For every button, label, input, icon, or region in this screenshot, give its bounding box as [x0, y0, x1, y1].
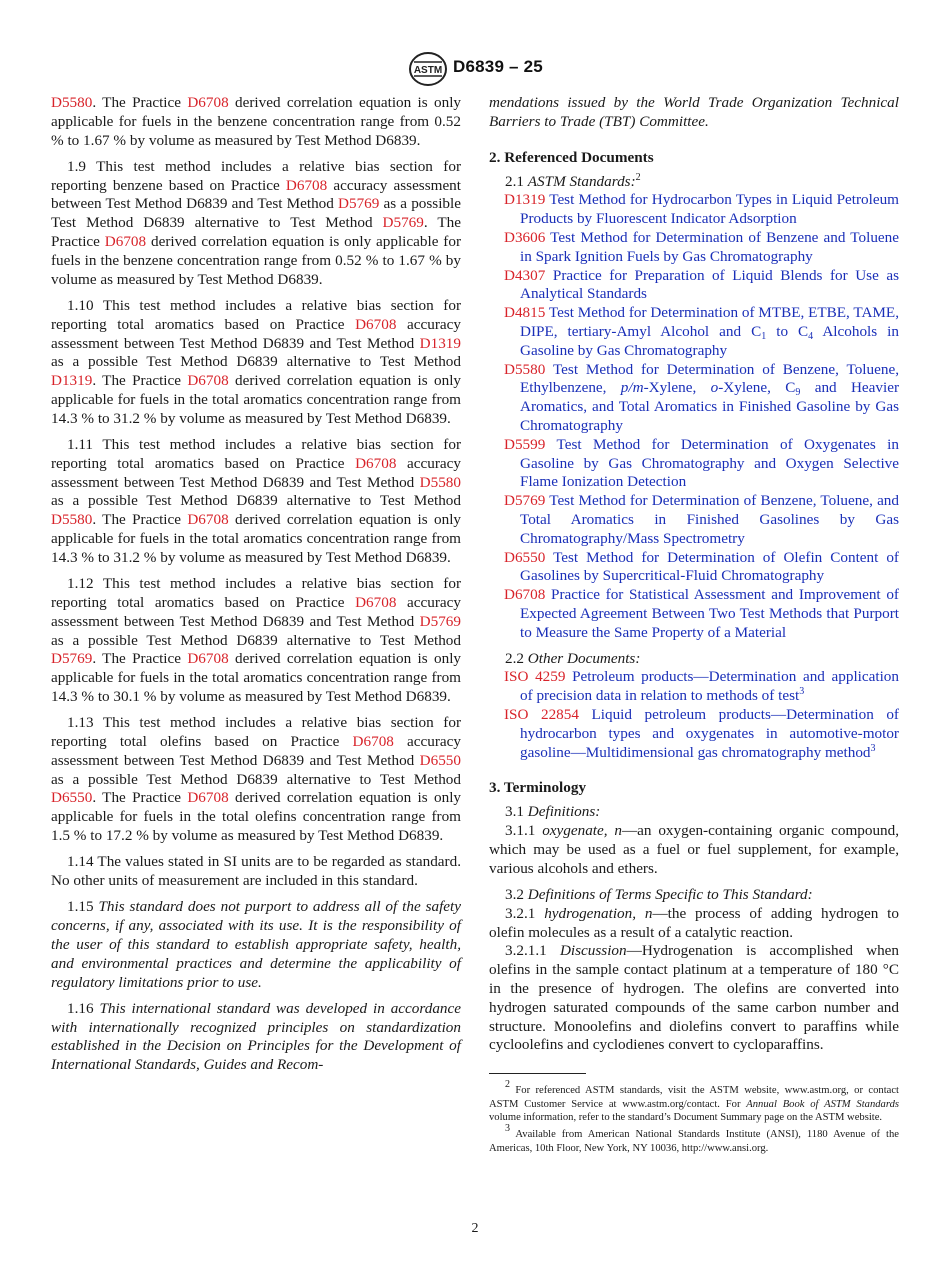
paragraph-1-9: 1.9 This test method includes a relative bias section for reporting benzene based on Practice D6708 accuracy assessment between Test Method D6839 and Test Method D5769 as a possible Test Method D6839 alternative to Test Method D5769. The Practice D6708 derived correlation equation is only applicable for fuels in the benzene concentration range from 0.52 % to 1.67 % by volume as measured by Test Method D6839.: [51, 157, 461, 288]
ref-title-link[interactable]: Test Method for Determination of Olefin Content of Gasolines by Supercritical-Fluid Chromatography: [520, 548, 899, 585]
paragraph-1-8-continued: D5580. The Practice D6708 derived correlation equation is only applicable for fuels in the benzene concentration range from 0.52 % to 1.67 % by volume as measured by Test Method D6839.: [51, 94, 462, 149]
ref-link[interactable]: D5580: [51, 94, 93, 111]
ref-link[interactable]: D4307: [504, 266, 546, 284]
paragraph-1-14: 1.14 The values stated in SI units are to be regarded as standard. No other units of measurement are included in this standard.: [51, 853, 461, 890]
ref-link[interactable]: D6708: [504, 586, 546, 604]
ref-link[interactable]: D3606: [504, 228, 546, 246]
ref-link[interactable]: D6550: [419, 751, 461, 769]
section-2-heading: 2. Referenced Documents: [489, 148, 654, 166]
paragraph-1-13: 1.13 This test method includes a relative bias section for reporting total olefins based on Practice D6708 accuracy assessment between Test Method D6839 and Test Method D6550 as a possible Test Method D6839 alternative to Test Method D6550. The Practice D6708 derived correlation equation is only applicable for fuels in the total olefins concentration range from 1.5 % to 17.2 % by volume as measured by Test Method D6839.: [51, 714, 462, 844]
paragraph-1-10: 1.10 This test method includes a relative bias section for reporting total aromatics based on Practice D6708 accuracy assessment between Test Method D6839 and Test Method D1319 as a possible Test Method D6839 alternative to Test Method D1319. The Practice D6708 derived correlation equation is only applicable for fuels in the total aromatics concentration range from 14.3 % to 31.2 % by volume as measured by Test Method D6839.: [51, 296, 462, 427]
ref-link[interactable]: D5769: [338, 195, 380, 213]
ref-title-link[interactable]: Liquid petroleum products—Determination of hydrocarbon types and oxygenates in automotive-motor gasoline—Multidimensional gas chromatography method$^3$: [520, 705, 899, 761]
ref-link[interactable]: ISO 22854: [504, 705, 579, 723]
ref-title-link[interactable]: Test Method for Determination of MTBE, ETBE, TAME, DIPE, tertiary-Amyl Alcohol and $C_1$ to $C_4$ Alcohols in Gasoline by Gas Chromatography: [520, 304, 899, 359]
other-reference-list: [489, 668, 899, 762]
footnote-3: $^3$ Available from American National Standards Institute (ANSI), 1180 Avenue of the Americas, 10th Floor, New York, NY 10036, http://www.ansi.org.: [489, 1122, 899, 1154]
ref-link[interactable]: D6708: [285, 176, 328, 194]
reference-item: [489, 436, 899, 492]
reference-item: [489, 668, 899, 706]
page-header: [0, 52, 950, 86]
definition-3-2-1: 3.2.1 hydrogenation, n—the process of adding hydrogen to olefin molecules as a result of a catalytic reaction.: [489, 904, 899, 941]
ref-link[interactable]: D5580: [51, 511, 93, 529]
reference-item: [489, 586, 899, 642]
ref-link[interactable]: D6708: [352, 733, 394, 750]
ref-link[interactable]: D5580: [419, 473, 461, 491]
reference-item: [489, 549, 899, 587]
ref-link[interactable]: D6550: [51, 789, 93, 807]
definition-3-1-1: 3.1.1 oxygenate, n—an oxygen-containing organic compound, which may be used as a fuel or fuel supplement, for example, various alcohols and ethers.: [489, 822, 900, 877]
ref-link[interactable]: D1319: [51, 372, 93, 390]
ref-title-link[interactable]: Petroleum products—Determination and application of precision data in relation to methods of test$^3$: [520, 668, 899, 705]
ref-link[interactable]: D6708: [187, 511, 229, 529]
ref-link[interactable]: D6708: [187, 789, 229, 807]
ref-title-link[interactable]: Test Method for Determination of Benzene, Toluene, and Total Aromatics in Finished Gasolines by Gas Chromatography/Mass Spectrometry: [520, 492, 899, 547]
ref-link[interactable]: D5769: [382, 214, 424, 232]
ref-link[interactable]: D6708: [187, 372, 229, 390]
ref-link[interactable]: D5769: [504, 492, 546, 510]
ref-title-link[interactable]: Practice for Statistical Assessment and Improvement of Expected Agreement Between Two Test Methods that Purport to Measure the Same Property of a Material: [520, 586, 899, 641]
section-3-heading: 3. Terminology: [489, 779, 587, 797]
ref-link[interactable]: D5769: [51, 650, 93, 668]
astm-reference-list: [489, 191, 899, 642]
ref-link[interactable]: D6708: [355, 454, 397, 472]
astm-logo-icon: [408, 52, 448, 86]
ref-link[interactable]: D1319: [504, 191, 546, 209]
ref-link[interactable]: D6708: [104, 233, 147, 251]
ref-link[interactable]: ISO 4259: [504, 668, 566, 686]
logo-text: ASTM: [413, 65, 443, 76]
footnote-2: $^2$ For referenced ASTM standards, visit the ASTM website, www.astm.org, or contact ASTM Customer Service at www.astm.org/contact. For Annual Book of ASTM Standards volume information, refer to the standard’s Document Summary page on the ASTM website.: [489, 1079, 899, 1124]
subsection-3-2: 3.2 Definitions of Terms Specific to This Standard:: [505, 885, 813, 903]
ref-link[interactable]: D6708: [355, 315, 397, 333]
reference-item: [489, 191, 899, 229]
ref-link[interactable]: D6550: [504, 548, 546, 566]
reference-item: [489, 267, 899, 305]
ref-title-link[interactable]: Test Method for Determination of Benzene, Toluene, Ethylbenzene, p/m-Xylene, o-Xylene, $C_9$ and Heavier Aromatics, and Total Aromatics in Finished Gasoline by Gas Chromatography: [520, 360, 900, 434]
reference-item: [489, 229, 899, 267]
paragraph-1-16: 1.16 This international standard was developed in accordance with internationally recognized principles on standardization established in the Decision on Principles for the Development of International Standards, Guides and Recom-: [51, 999, 461, 1074]
ref-link[interactable]: D5769: [419, 612, 461, 630]
ref-title-link[interactable]: Test Method for Hydrocarbon Types in Liquid Petroleum Products by Fluorescent Indicator Adsorption: [520, 191, 899, 228]
left-column: [51, 94, 461, 1083]
reference-item: [489, 492, 899, 548]
subsection-2-1: 2.1 ASTM Standards:$^2$: [505, 171, 641, 190]
reference-item: [489, 304, 899, 360]
ref-title-link[interactable]: Practice for Preparation of Liquid Blends for Use as Analytical Standards: [520, 266, 899, 303]
ref-title-link[interactable]: Test Method for Determination of Oxygenates in Gasoline by Gas Chromatography and Oxygen Selective Flame Ionization Detection: [520, 435, 899, 491]
ref-link[interactable]: D5599: [504, 435, 546, 453]
subsection-3-1: 3.1 Definitions:: [505, 803, 601, 821]
ref-title-link[interactable]: Test Method for Determination of Benzene and Toluene in Spark Ignition Fuels by Gas Chromatography: [520, 228, 899, 265]
footnote-divider: [489, 1073, 586, 1074]
reference-item: [489, 361, 899, 436]
paragraph-1-16-continued: mendations issued by the World Trade Organization Technical Barriers to Trade (TBT) Committee.: [489, 94, 899, 130]
subsection-2-2: 2.2 Other Documents:: [505, 649, 641, 667]
paragraph-1-12: 1.12 This test method includes a relative bias section for reporting total aromatics based on Practice D6708 accuracy assessment between Test Method D6839 and Test Method D5769 as a possible Test Method D6839 alternative to Test Method D5769. The Practice D6708 derived correlation equation is only applicable for fuels in the total aromatics concentration range from 14.3 % to 30.1 % by volume as measured by Test Method D6839.: [51, 575, 462, 705]
page-number: 2: [471, 1221, 479, 1236]
ref-link[interactable]: D5580: [504, 360, 546, 378]
ref-link[interactable]: D6708: [355, 593, 397, 611]
paragraph-1-15: 1.15 This standard does not purport to address all of the safety concerns, if any, associated with its use. It is the responsibility of the user of this standard to establish appropriate safety, health, and environmental practices and determine the applicability of regulatory limitations prior to use.: [51, 898, 462, 991]
discussion-3-2-1-1: 3.2.1.1 Discussion—Hydrogenation is accomplished when olefins in the sample contact platinum at a temperature of 180 °C in the presence of hydrogen. The olefins are converted into hydrogen saturated compounds of the same carbon number and structure. Monoolefins and diolefins convert to paraffins while cycloolefins and cyclodienes convert to cycloparaffins.: [489, 942, 899, 1054]
reference-item: [489, 706, 899, 762]
ref-link[interactable]: D4815: [504, 304, 546, 322]
paragraph-1-11: 1.11 This test method includes a relative bias section for reporting total aromatics based on Practice D6708 accuracy assessment between Test Method D6839 and Test Method D5580 as a possible Test Method D6839 alternative to Test Method D5580. The Practice D6708 derived correlation equation is only applicable for fuels in the total aromatics concentration range from 14.3 % to 31.2 % by volume as measured by Test Method D6839.: [51, 436, 462, 566]
ref-link[interactable]: D1319: [419, 334, 461, 352]
right-column: [489, 94, 899, 1158]
document-designation: D6839 – 25: [453, 57, 543, 76]
ref-link[interactable]: D6708: [187, 94, 229, 111]
ref-link[interactable]: D6708: [187, 650, 229, 668]
